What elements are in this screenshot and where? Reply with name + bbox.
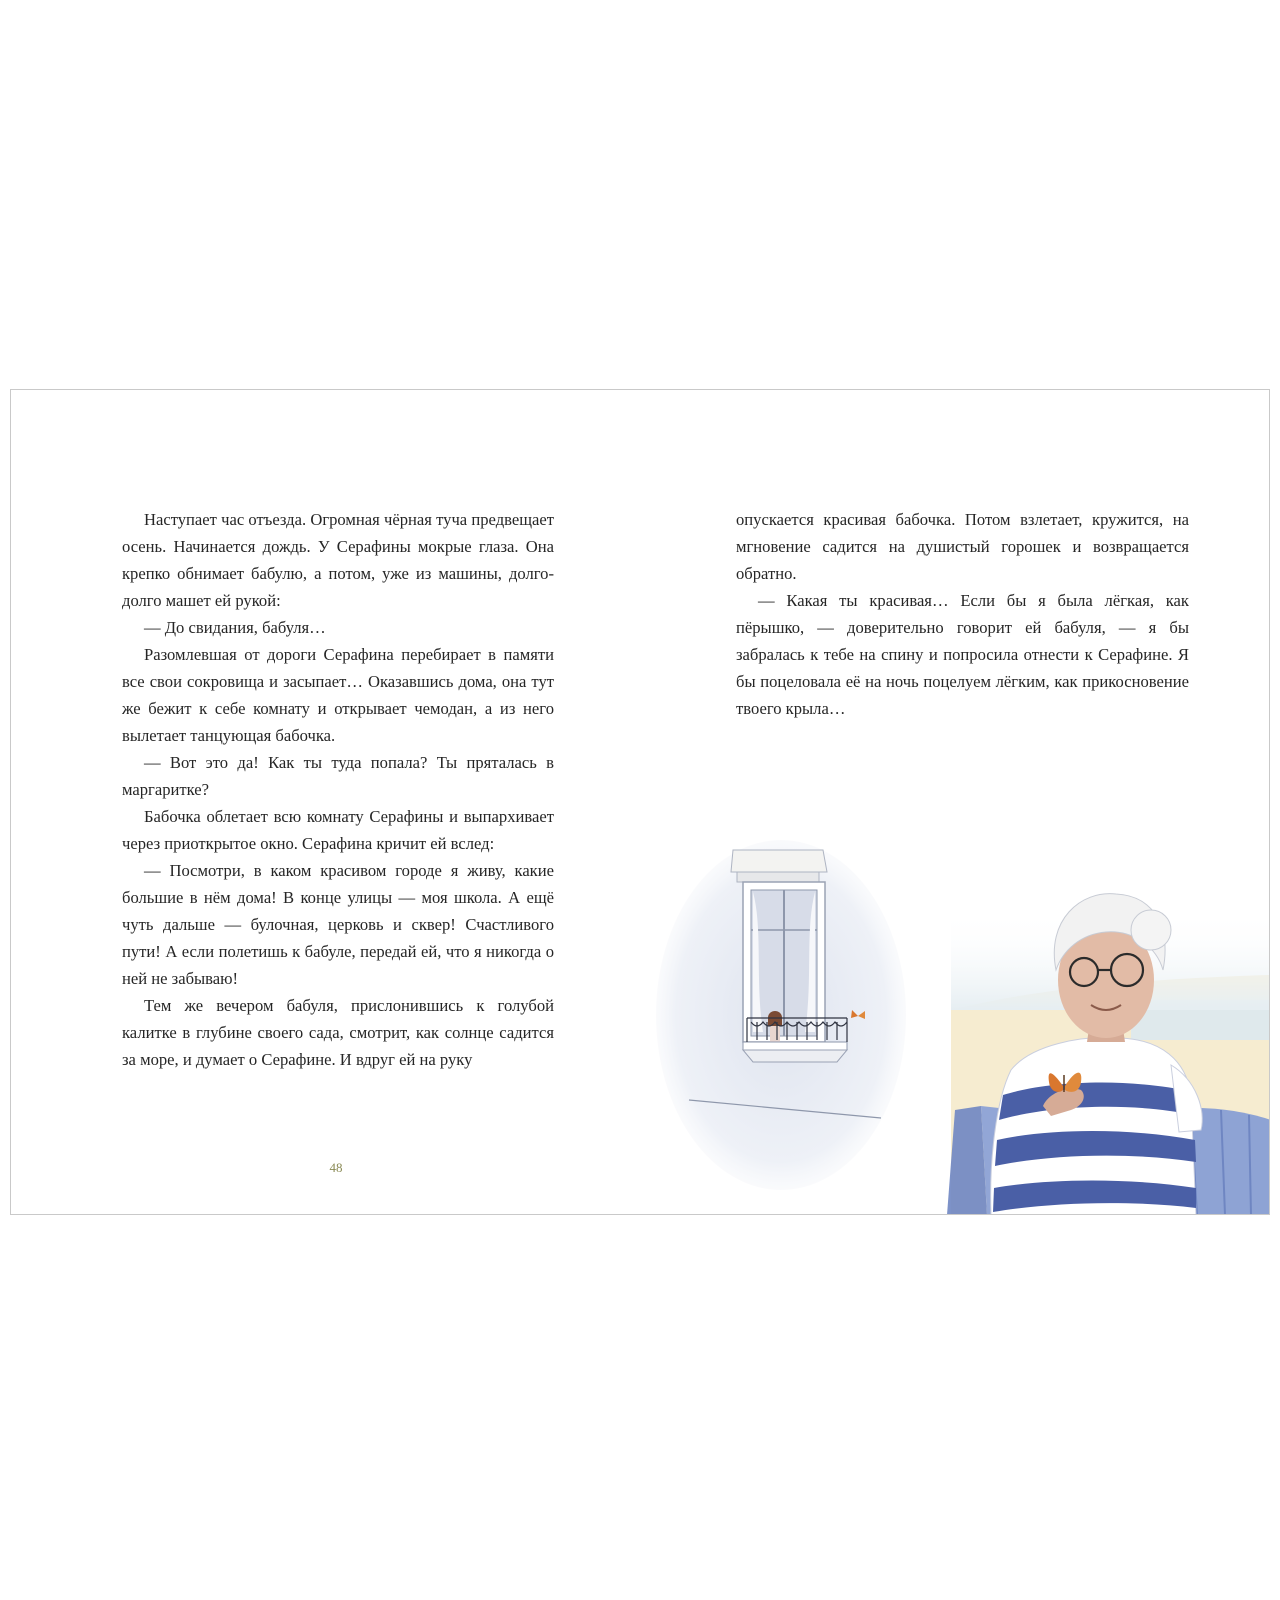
illustration (651, 810, 1270, 1215)
paragraph: — Какая ты красивая… Если бы я была лёгкая, как пёрышко, — доверительно говорит ей бабуля, — я бы забралась к тебе на спину и попросила отнести к Серафине. Я бы поцеловала её на ночь поцелуем лёгким, как прикосновение твоего крыла… (736, 591, 1189, 718)
girl-figure (768, 1011, 782, 1044)
left-page-text (122, 506, 554, 1073)
paragraph: — До свидания, бабуля… (144, 618, 326, 637)
page-number: 48 (329, 1160, 343, 1175)
paragraph: Разомлевшая от дороги Серафина перебирает в памяти все свои сокровища и засыпает… Оказавшись дома, она тут же бежит к себе комнату и открывает чемодан, а из него вылетает танцующая бабочка. (122, 645, 554, 745)
paragraph: опускается красивая бабочка. Потом взлетает, кружится, на мгновение садится на душистый горошек и возвращается обратно. (736, 510, 1189, 583)
window-scene (656, 840, 906, 1190)
paragraph: Тем же вечером бабуля, прислонившись к голубой калитке в глубине своего сада, смотрит, как солнце садится за море, и думает о Серафине. И вдруг ей на руку (122, 996, 554, 1069)
paragraph: Бабочка облетает всю комнату Серафины и выпархивает через приоткрытое окно. Серафина кричит ей вслед: (122, 807, 554, 853)
paragraph: Наступает час отъезда. Огромная чёрная туча предвещает осень. Начинается дождь. У Серафины мокрые глаза. Она крепко обнимает бабулю, а потом, уже из машины, долго-долго машет ей рукой: (122, 510, 554, 610)
paragraph: — Вот это да! Как ты туда попала? Ты пряталась в маргаритке? (122, 753, 554, 799)
right-page-text (736, 506, 1189, 722)
paragraph: — Посмотри, в каком красивом городе я живу, какие большие в нём дома! В конце улицы — моя школа. А ещё чуть дальше — булочная, церковь и сквер! Счастливого пути! А если полетишь к бабуле, передай ей, что я никогда о ней не забываю! (122, 861, 554, 988)
book-spread (10, 389, 1270, 1215)
